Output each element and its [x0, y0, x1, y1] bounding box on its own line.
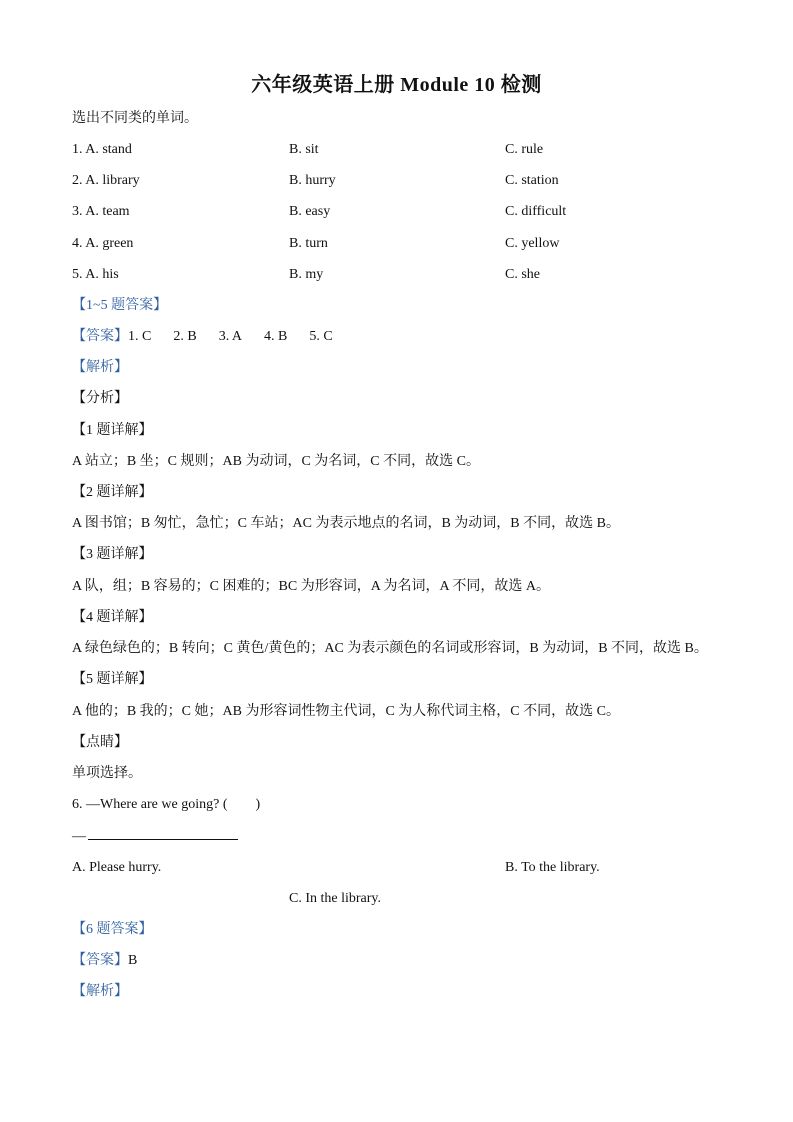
q6-answer: B: [128, 953, 138, 968]
detail-4-head: 【4 题详解】: [72, 610, 153, 625]
q1-option-b: B. sit: [289, 142, 319, 157]
answer-item: 4. B: [264, 329, 288, 344]
q4-option-a: 4. A. green: [72, 236, 134, 251]
detail-2-text: A 图书馆；B 匆忙，急忙；C 车站；AC 为表示地点的名词，B 为动词，B 不同，故选 B。: [72, 516, 620, 531]
answer-item: 3. A: [218, 329, 243, 344]
dianjing-label: 【点睛】: [72, 735, 128, 750]
answer-item: 1. C: [128, 329, 152, 344]
q6-blank-line: [72, 827, 238, 846]
q6-answer-header: 【6 题答案】: [72, 922, 153, 937]
q2-option-c: C. station: [505, 173, 559, 188]
detail-2-head: 【2 题详解】: [72, 485, 153, 500]
q6-answer-tag: 【答案】: [72, 953, 128, 968]
q5-option-b: B. my: [289, 267, 324, 282]
instruction: 选出不同类的单词。: [72, 111, 198, 126]
answer-item: 5. C: [309, 329, 333, 344]
q1-option-a: 1. A. stand: [72, 142, 132, 157]
q6-jiexi-label: 【解析】: [72, 984, 128, 999]
q2-option-a: 2. A. library: [72, 173, 140, 188]
answers-header: 【1~5 题答案】: [72, 298, 168, 313]
q6-answer-row: [72, 952, 137, 970]
jiexi-label: 【解析】: [72, 360, 128, 375]
q6-stem: 6. —Where are we going? ( ): [72, 797, 261, 812]
detail-4-text: A 绿色绿色的；B 转向；C 黄色/黄色的；AC 为表示颜色的名词或形容词，B 为动词，B 不同，故选 B。: [72, 641, 708, 656]
detail-1-head: 【1 题详解】: [72, 423, 153, 438]
detail-3-text: A 队，组；B 容易的；C 困难的；BC 为形容词，A 为名词，A 不同，故选 A。: [72, 579, 550, 594]
q5-option-c: C. she: [505, 267, 540, 282]
fenxi-label: 【分析】: [72, 391, 128, 406]
detail-1-text: A 站立；B 坐；C 规则；AB 为动词，C 为名词，C 不同，故选 C。: [72, 454, 480, 469]
q6-option-c: C. In the library.: [289, 891, 382, 906]
detail-5-text: A 他的；B 我的；C 她；AB 为形容词性物主代词，C 为人称代词主格，C 不同，故选 C。: [72, 704, 620, 719]
q2-option-b: B. hurry: [289, 173, 336, 188]
q3-option-c: C. difficult: [505, 204, 567, 219]
answer-item: 2. B: [173, 329, 197, 344]
detail-5-head: 【5 题详解】: [72, 672, 153, 687]
q5-option-a: 5. A. his: [72, 267, 119, 282]
page-title: 六年级英语上册 Module 10 检测: [251, 74, 542, 96]
q6-option-b: B. To the library.: [505, 860, 600, 875]
detail-3-head: 【3 题详解】: [72, 547, 153, 562]
dianjing-text: 单项选择。: [72, 766, 142, 781]
q6-blank: [88, 827, 238, 840]
q4-option-c: C. yellow: [505, 236, 560, 251]
answers-row: [72, 328, 333, 346]
q6-dash: —: [72, 829, 86, 844]
q3-option-a: 3. A. team: [72, 204, 130, 219]
q4-option-b: B. turn: [289, 236, 328, 251]
q3-option-b: B. easy: [289, 204, 331, 219]
answer-tag: 【答案】: [72, 329, 128, 344]
q1-option-c: C. rule: [505, 142, 544, 157]
q6-option-a: A. Please hurry.: [72, 860, 162, 875]
